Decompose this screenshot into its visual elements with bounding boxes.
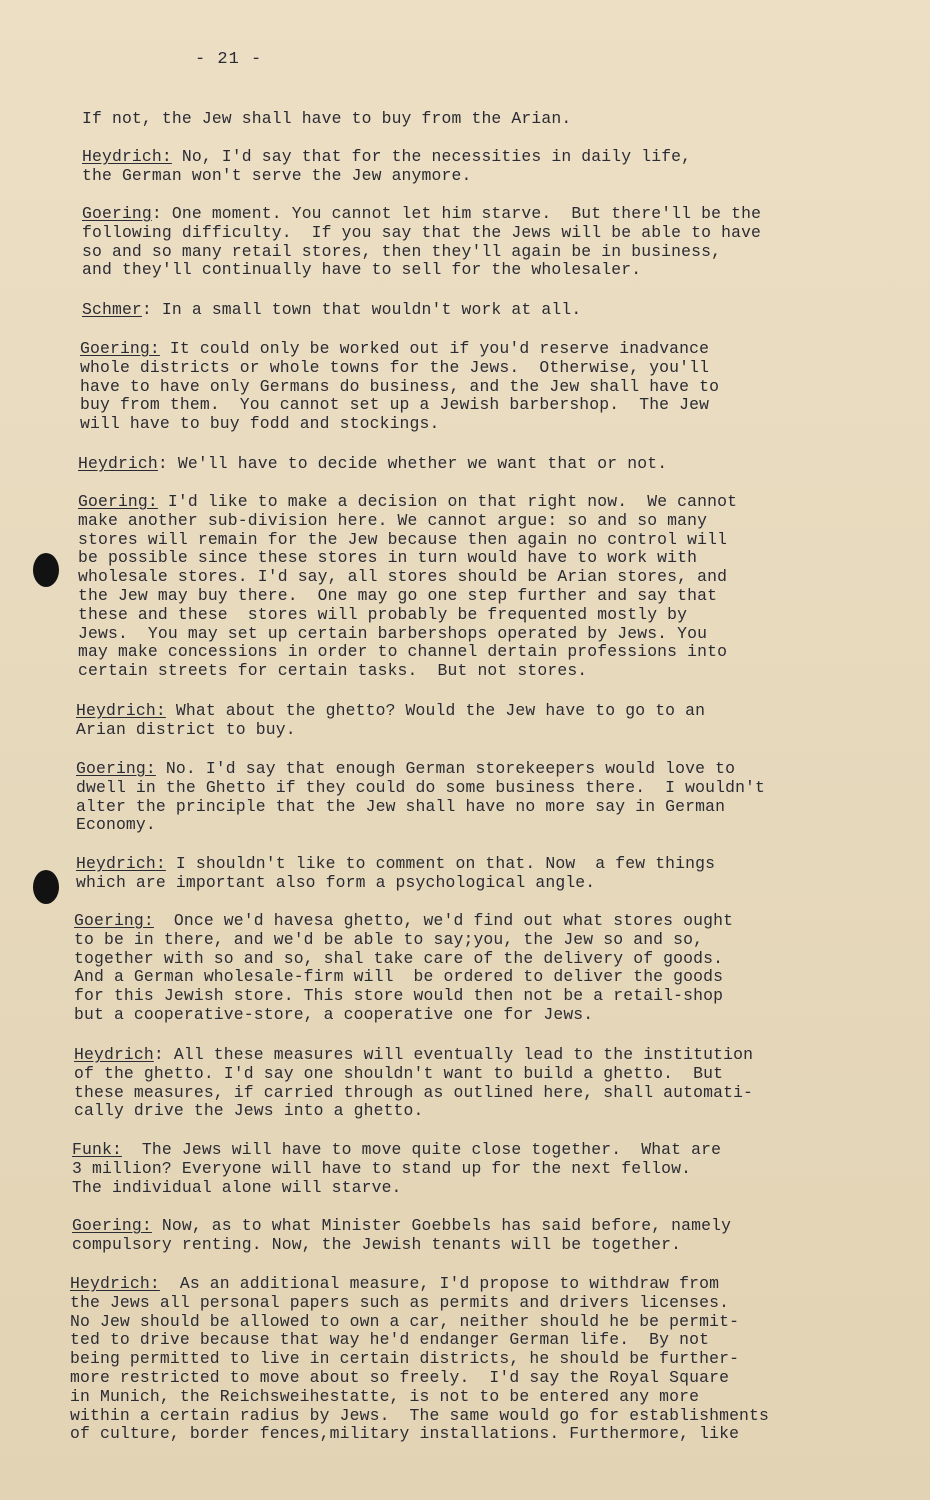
text-line: Goering: Once we'd havesa ghetto, we'd find out what stores ought — [74, 911, 734, 930]
text-line: And a German wholesale-firm will be ordered to deliver the goods — [74, 967, 724, 987]
text-line: Heydrich: I shouldn't like to comment on that. Now a few things — [76, 854, 716, 873]
text-line: within a certain radius by Jews. The same would go for establishments — [70, 1405, 770, 1425]
speaker-name: Goering: — [78, 492, 158, 511]
text-line: being permitted to live in certain districts, he should be further- — [70, 1349, 740, 1369]
text-line: Heydrich: What about the ghetto? Would the Jew have to go to an — [76, 701, 706, 720]
speaker-name: Heydrich — [74, 1045, 154, 1064]
text-line: may make concessions in order to channel dertain professions into — [78, 642, 728, 662]
speaker-name: Goering: — [72, 1216, 152, 1235]
paragraph-7 — [78, 493, 737, 681]
text-line: cally drive the Jews into a ghetto. — [74, 1101, 424, 1121]
text-line: and they'll continually have to sell for the wholesaler. — [82, 260, 642, 280]
text-line: certain streets for certain tasks. But not stores. — [78, 661, 588, 681]
paragraph-15 — [70, 1275, 769, 1444]
text-line: Heydrich: All these measures will eventually lead to the institution — [74, 1045, 754, 1064]
text-line: the Jews all personal papers such as permits and drivers licenses. — [70, 1292, 730, 1312]
text-line: Schmer: In a small town that wouldn't work at all. — [82, 300, 582, 319]
text-line: Arian district to buy. — [76, 719, 296, 739]
paragraph-12 — [74, 1046, 753, 1121]
text-line: Heydrich: We'll have to decide whether we want that or not. — [78, 454, 668, 473]
speaker-name: Goering: — [74, 911, 154, 930]
text-line: will have to buy fodd and stockings. — [80, 414, 440, 434]
text-line: Jews. You may set up certain barbershops operated by Jews. You — [78, 623, 708, 643]
text-line: alter the principle that the Jew shall have no more say in German — [76, 796, 726, 816]
text-line: dwell in the Ghetto if they could do some business there. I wouldn't — [76, 777, 766, 797]
speaker-name: Goering — [82, 204, 152, 223]
text-line: following difficulty. If you say that the Jews will be able to have — [82, 222, 762, 242]
speaker-name: Heydrich: — [70, 1274, 160, 1293]
text-line: Goering: Now, as to what Minister Goebbels has said before, namely — [72, 1216, 732, 1235]
text-line: buy from them. You cannot set up a Jewish barbershop. The Jew — [80, 395, 710, 415]
speaker-name: Goering: — [76, 759, 156, 778]
paragraph-3 — [82, 205, 761, 280]
text-line: 3 million? Everyone will have to stand up for the next fellow. — [72, 1158, 692, 1178]
paragraph-14 — [72, 1217, 731, 1255]
text-line: more restricted to move about so freely. I'd say the Royal Square — [70, 1367, 730, 1387]
text-line: wholesale stores. I'd say, all stores should be Arian stores, and — [78, 567, 728, 587]
speaker-name: Heydrich: — [76, 854, 166, 873]
paragraph-1 — [82, 110, 571, 129]
text-line: stores will remain for the Jew because then again no control will — [78, 529, 728, 549]
text-line: but a cooperative-store, a cooperative one for Jews. — [74, 1004, 594, 1024]
paragraph-10 — [76, 855, 715, 893]
text-line: the German won't serve the Jew anymore. — [82, 165, 472, 185]
text-line: ted to drive because that way he'd endanger German life. By not — [70, 1330, 710, 1350]
text-line: compulsory renting. Now, the Jewish tenants will be together. — [72, 1234, 682, 1254]
text-line: Heydrich: No, I'd say that for the necessities in daily life, — [82, 147, 692, 166]
text-line: No Jew should be allowed to own a car, neither should he be permit- — [70, 1311, 740, 1331]
text-line: Goering: One moment. You cannot let him starve. But there'll be the — [82, 204, 762, 223]
text-line: these and these stores will probably be frequented mostly by — [78, 604, 688, 624]
text-line: together with so and so, shal take care of the delivery of goods. — [74, 948, 724, 968]
speaker-name: Heydrich: — [76, 701, 166, 720]
text-line: be possible since these stores in turn would have to work with — [78, 548, 698, 568]
text-line: which are important also form a psychological angle. — [76, 872, 596, 892]
text-line: The individual alone will starve. — [72, 1177, 402, 1197]
text-line: make another sub-division here. We cannot argue: so and so many — [78, 510, 708, 530]
text-line: If not, the Jew shall have to buy from the Arian. — [82, 109, 572, 128]
speaker-name: Goering: — [80, 339, 160, 358]
text-line: for this Jewish store. This store would then not be a retail-shop — [74, 986, 724, 1006]
text-line: Economy. — [76, 815, 156, 835]
paragraph-8 — [76, 702, 705, 740]
paragraph-13 — [72, 1141, 721, 1197]
page-number: - 21 - — [195, 50, 263, 69]
binder-hole-bottom — [33, 870, 59, 904]
speaker-name: Heydrich — [78, 454, 158, 473]
paragraph-6 — [78, 455, 667, 474]
text-line: of culture, border fences,military installations. Furthermore, like — [70, 1424, 740, 1444]
text-line: the Jew may buy there. One may go one step further and say that — [78, 585, 718, 605]
text-line: of the ghetto. I'd say one shouldn't want to build a ghetto. But — [74, 1063, 724, 1083]
text-line: Heydrich: As an additional measure, I'd propose to withdraw from — [70, 1274, 720, 1293]
paragraph-2 — [82, 148, 691, 186]
text-line: whole districts or whole towns for the Jews. Otherwise, you'll — [80, 357, 710, 377]
speaker-name: Heydrich: — [82, 147, 172, 166]
text-line: have to have only Germans do business, and the Jew shall have to — [80, 376, 720, 396]
speaker-name: Schmer — [82, 300, 142, 319]
text-line: to be in there, and we'd be able to say;you, the Jew so and so, — [74, 929, 704, 949]
text-line: Goering: No. I'd say that enough German storekeepers would love to — [76, 759, 736, 778]
paragraph-11 — [74, 912, 733, 1025]
paragraph-4 — [82, 301, 581, 320]
paragraph-9 — [76, 760, 765, 835]
binder-hole-top — [33, 553, 59, 587]
text-line: Funk: The Jews will have to move quite close together. What are — [72, 1140, 722, 1159]
paragraph-5 — [80, 340, 719, 434]
text-line: Goering: It could only be worked out if you'd reserve inadvance — [80, 339, 710, 358]
text-line: in Munich, the Reichsweihestatte, is not to be entered any more — [70, 1386, 700, 1406]
text-line: Goering: I'd like to make a decision on that right now. We cannot — [78, 492, 738, 511]
speaker-name: Funk: — [72, 1140, 122, 1159]
text-line: so and so many retail stores, then they'll again be in business, — [82, 241, 722, 261]
text-line: these measures, if carried through as outlined here, shall automati- — [74, 1082, 754, 1102]
